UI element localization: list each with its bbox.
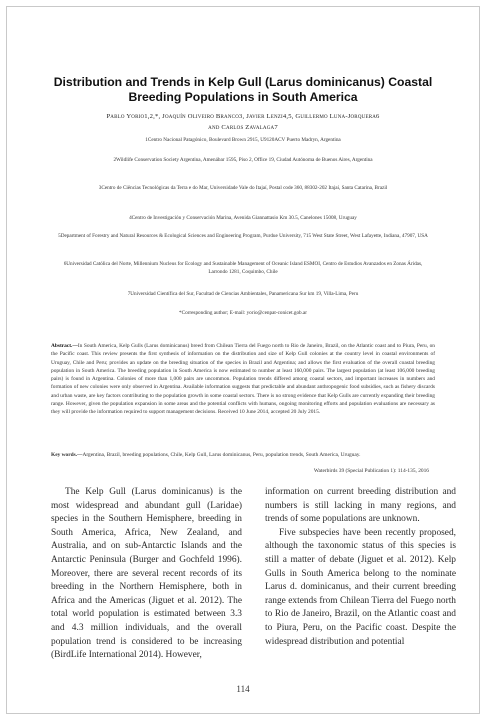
body-column-left xyxy=(51,486,242,663)
body-paragraph: information on current breeding distribution and numbers is still lacking in many regions, and trends of some populations are unknown. xyxy=(265,487,456,525)
keywords-text: Argentina, Brazil, breeding populations, Chile, Kelp Gull, Larus dominicanus, Peru, population trends, South America, Uruguay. xyxy=(82,452,361,458)
body-paragraph: The Kelp Gull (Larus dominicanus) is the most widespread and abundant gull (Laridae) species in the Southern Hemisphere, breeding in South America, Africa, New Zealand, and Australia, and on sub-Antarctic Islands and the Antarctic Peninsula (Burger and Gochfeld 1996). Moreover, there are several recent records of its breeding in the Northern Hemisphere, both in Africa and the Americas (Jiguet et al. 2012). The total world population is estimated between 3.3 and 4.3 million individuals, and the overall population trend is considered to be increasing (BirdLife International 2014). However, xyxy=(51,487,242,661)
affiliation-2: 2Wildlife Conservation Society Argentina, Amenábar 1595, Piso 2, Office 19, Ciudad Autónoma de Buenos Aires, Argentina xyxy=(113,157,373,163)
affiliation-4: 4Centro de Investigación y Conservación Marina, Avenida Giannattasio Km 30.5, Canelones 15008, Uruguay xyxy=(129,215,357,221)
body-paragraph: Five subspecies have been recently proposed, although the taxonomic status of this species is still a matter of debate (Jiguet et al. 2012). Kelp Gulls in South America belong to the nominate Larus d. dominicanus, and their current breeding range extends from Chilean Tierra del Fuego north to Rio de Janeiro, Brazil, on the Atlantic coast and to Piura, Peru, on the Pacific coast. Despite the widespread distribution and potential xyxy=(265,527,456,647)
abstract-label: Abstract.— xyxy=(51,343,78,349)
title-line-2: Breeding Populations in South America xyxy=(128,90,358,104)
page-number: 114 xyxy=(236,684,250,694)
journal-reference: Waterbirds 39 (Special Publication 1): 114-135, 2016 xyxy=(313,468,429,474)
paper-title xyxy=(37,75,449,105)
affiliation-7: 7Universidad Científica del Sur, Facultad de Ciencias Ambientales, Panamericana Sur km 19, Villa-Lima, Peru xyxy=(127,291,359,297)
abstract xyxy=(51,342,435,416)
author-list xyxy=(47,111,439,133)
affiliation-3: 3Centro de Ciências Tecnológicas da Terra e do Mar, Universidade Vale do Itajaí, Postal code 360, 88302-202 Itajaí, Santa Catarina, Brazil xyxy=(98,185,388,191)
affiliation-6: 6Universidad Católica del Norte, Millennium Nucleus for Ecology and Sustainable Management of Oceanic Island ESMOI, Centro de Estudios Avanzados en Zonas Áridas, Larrondo 1281, Coquimbo, Chile xyxy=(63,261,423,275)
abstract-text: In South America, Kelp Gulls (Larus dominicanus) breed from Chilean Tierra del Fuego north to Rio de Janeiro, Brazil, on the Atlantic coast and to Piura, Peru, on the Pacific coast. This review presents the first synthesis of information on the distribution and size of Kelp Gull colonies at the country level in coastal environments of Uruguay, Chile and Peru; provides an update on the breeding situation of the species in Brazil and Argentina; and allows the first evaluation of the overall coastal breeding population in South America. The breeding population in South America is now estimated to number at least 160,000 pairs. The largest population (at least 106,000 breeding pairs) is found in Argentina. Colonies of more than 1,000 pairs are uncommon. Population trends differed among coastal sectors, and important increases in numbers and formation of new colonies were only observed in Argentina. Available information suggests that predictable and abundant anthropogenic food subsidies, such as fishery discards and urban waste, are key factors contributing to the population growth in some coastal sectors. There is no strong evidence that Kelp Gulls are currently expanding their breeding range. However, given the population expansion in some areas and the potential conflicts with humans, ongoing monitoring efforts and population evaluations are necessary as they will provide the information required to support management decisions. Received 10 June 2014, accepted 20 July 2015. xyxy=(51,343,435,415)
title-line-1: Distribution and Trends in Kelp Gull (Larus dominicanus) Coastal xyxy=(53,75,433,89)
authors-line-2: and Carlos Zavalaga7 xyxy=(208,124,278,131)
authors-line-1: Pablo Yorio1,2,*, Joaquín Oliveiro Branco3, Javier Lenzi4,5, Guillermo Luna-Jorquera6 xyxy=(106,113,380,120)
keywords xyxy=(51,451,435,459)
body-column-right xyxy=(265,486,456,649)
keywords-label: Key words.— xyxy=(51,452,83,458)
paper-page xyxy=(6,6,480,714)
corresponding-author: *Corresponding author; E-mail: yorio@cenpat-conicet.gob.ar xyxy=(179,310,307,316)
affiliation-5: 5Department of Forestry and Natural Resources & Ecological Sciences and Engineering Program, Purdue University, 715 West State Street, West Lafayette, Indiana, 47907, USA xyxy=(58,233,428,239)
affiliation-1: 1Centro Nacional Patagónico, Boulevard Brown 2915, U9120ACV Puerto Madryn, Argentina xyxy=(145,137,341,143)
